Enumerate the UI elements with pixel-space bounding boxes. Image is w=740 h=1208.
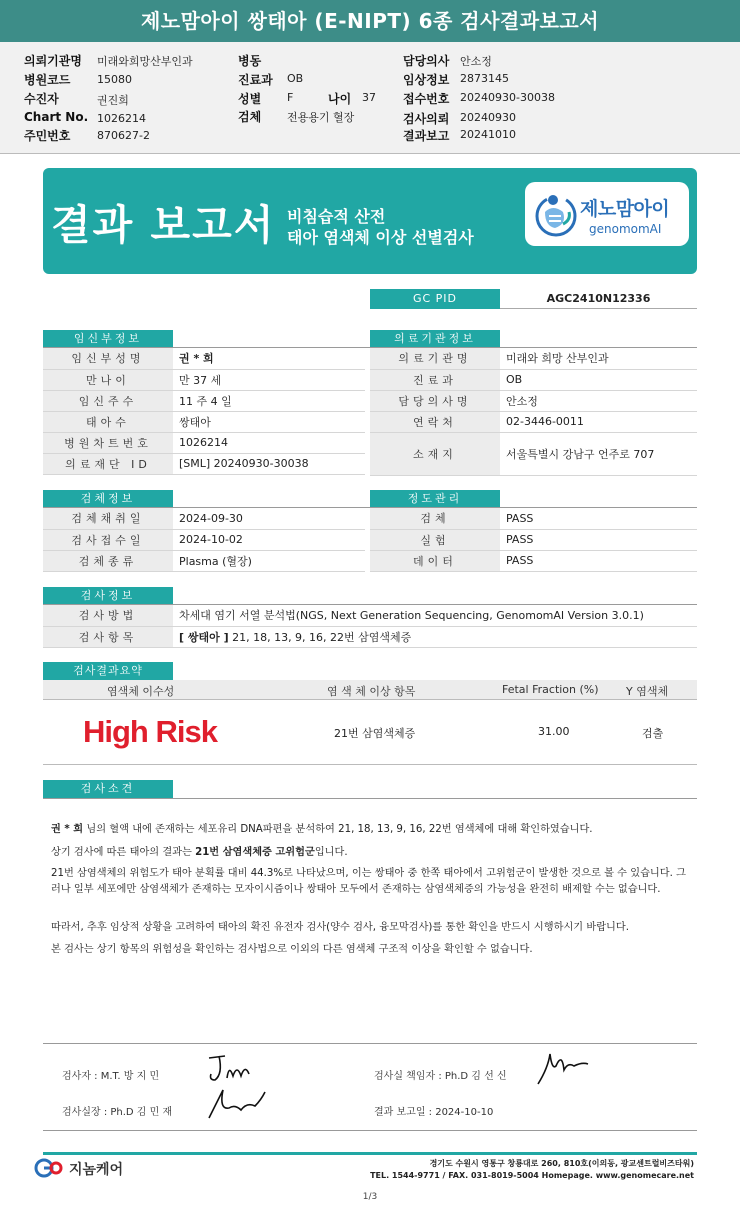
specimen-info-table bbox=[43, 508, 365, 572]
qc-table bbox=[370, 508, 697, 572]
collector-label: 수진자 bbox=[24, 92, 59, 106]
test-info-table bbox=[43, 605, 697, 648]
test-section-header: 검사정보 bbox=[43, 587, 173, 605]
col-fetal-fraction: Fetal Fraction (%) bbox=[502, 683, 599, 696]
collection-date-value: 2024-09-30 bbox=[173, 508, 365, 529]
director-signature-label: 검사실장 : Ph.D 김 민 재 bbox=[62, 1107, 173, 1118]
summary-header-row bbox=[43, 680, 697, 700]
gc-pid-value: AGC2410N12336 bbox=[500, 289, 697, 309]
chart-no-label: Chart No. bbox=[24, 110, 89, 124]
col-y-chromosome: Y 염색체 bbox=[626, 685, 669, 698]
doctor-value: 안소정 bbox=[460, 55, 492, 68]
test-items-prefix: [ 쌍태아 ] bbox=[179, 630, 229, 644]
qc-experiment-label: 실험 bbox=[370, 529, 500, 550]
department-value: OB bbox=[500, 369, 697, 390]
collector-value: 권진희 bbox=[97, 94, 129, 107]
genomomai-logo-icon bbox=[533, 190, 579, 238]
chief-signature-label: 검사실 책임자 : Ph.D 김 선 신 bbox=[374, 1071, 507, 1082]
receipt-date-value: 2024-10-02 bbox=[173, 529, 365, 550]
page-number: 1/3 bbox=[362, 1192, 378, 1202]
hospital-code-value: 15080 bbox=[97, 73, 132, 86]
fetus-count-value: 쌍태아 bbox=[173, 411, 365, 432]
test-method-label: 검사방법 bbox=[43, 605, 173, 626]
contact-label: 연락처 bbox=[370, 411, 500, 432]
risk-result: High Risk bbox=[83, 714, 217, 749]
patient-name-label: 임신부성명 bbox=[43, 348, 173, 369]
col-aneuploidy: 염색체 이수성 bbox=[107, 685, 175, 698]
patient-name-value: 권 * 희 bbox=[173, 348, 365, 369]
qc-data-label: 데이터 bbox=[370, 550, 500, 571]
genomomai-logo bbox=[525, 182, 689, 246]
director-signature-icon bbox=[205, 1080, 267, 1122]
patient-info-table bbox=[43, 348, 365, 475]
hospital-code-label: 병원코드 bbox=[24, 73, 71, 87]
banner-subtitle-2: 태아 염색체 이상 선별검사 bbox=[287, 228, 474, 247]
clinical-info-value: 2873145 bbox=[460, 72, 509, 85]
specimen-label: 검체 bbox=[238, 110, 262, 124]
col-abnormal-item: 염 색 체 이상 항목 bbox=[327, 685, 416, 698]
report-date-value: 20241010 bbox=[460, 128, 516, 141]
contact-value: 02-3446-0011 bbox=[500, 411, 697, 432]
tester-signature-icon bbox=[205, 1050, 255, 1084]
collection-date-label: 검체채취일 bbox=[43, 508, 173, 529]
address-value: 서울특별시 강남구 언주로 707 bbox=[500, 432, 697, 475]
summary-result-row bbox=[43, 701, 697, 765]
chief-signature-icon bbox=[534, 1048, 592, 1088]
patient-section-header: 임신부정보 bbox=[43, 330, 173, 348]
doctor-label: 담당의사 bbox=[403, 54, 450, 68]
chart-no-value: 1026214 bbox=[97, 112, 146, 125]
dept-value: OB bbox=[287, 72, 304, 85]
logo-korean-text: 제노맘아이 bbox=[580, 198, 670, 220]
logo-english-text: genomomAI bbox=[589, 222, 662, 236]
receipt-no-label: 접수번호 bbox=[403, 92, 450, 106]
request-date-label: 검사의뢰 bbox=[403, 112, 450, 126]
test-items-label: 검사항목 bbox=[43, 626, 173, 647]
company-name: 지놈케어 bbox=[69, 1162, 124, 1178]
finding-paragraph-5: 본 검사는 상기 항목의 위험성을 확인하는 검사법으로 이외의 다른 염색체 구조적 이상을 확인할 수 없습니다. bbox=[51, 944, 533, 955]
gc-pid-label: GC PID bbox=[370, 289, 500, 309]
doctor-name-label: 담당의사명 bbox=[370, 390, 500, 411]
doctor-name-value: 안소정 bbox=[500, 390, 697, 411]
institution-name-label: 의료기관명 bbox=[370, 348, 500, 369]
qc-data-value: PASS bbox=[500, 550, 697, 571]
request-date-value: 20240930 bbox=[460, 111, 516, 124]
resident-no-value: 870627-2 bbox=[97, 129, 150, 142]
receipt-no-value: 20240930-30038 bbox=[460, 91, 555, 104]
finding-paragraph-3: 21번 삼염색체의 위험도가 태아 분획률 대비 44.3%로 나타났으며, 이는 쌍태아 중 한쪽 태아에서 고위험군이 발생한 것으로 볼 수 있습니다. 그러나 일부 세포에만 삼염색체가 존재하는 모자이시즘이나 쌍태아 모두에서 존재하는 삼염색체증의 가능성을 완전히 배제할 수는 없습니다. bbox=[51, 868, 686, 895]
sex-value: F bbox=[287, 91, 294, 104]
test-items-value: 21, 18, 13, 9, 16, 22번 삼염색체증 bbox=[228, 630, 412, 644]
test-method-value: 차세대 염기 서열 분석법(NGS, Next Generation Sequencing, GenomomAI Version 3.0.1) bbox=[173, 605, 697, 626]
finding-patient-name: 권 * 희 bbox=[51, 824, 84, 835]
chart-number-label: 병원차트번호 bbox=[43, 432, 173, 453]
report-window-title: 제노맘아이 쌍태아 (E-NIPT) 6종 검사결과보고서 bbox=[0, 0, 740, 42]
address-label: 소재지 bbox=[370, 432, 500, 475]
emr-info-panel bbox=[0, 42, 740, 154]
finding-paragraph-1: 권 * 희 님의 혈액 내에 존재하는 세포유리 DNA파편을 분석하여 21, 18, 13, 9, 16, 22번 염색체에 대해 확인하였습니다. bbox=[51, 824, 593, 835]
institution-section-header: 의료기관정보 bbox=[370, 330, 500, 348]
report-date-signature-label: 결과 보고일 : 2024-10-10 bbox=[374, 1107, 494, 1118]
gestational-age-label: 임신주수 bbox=[43, 390, 173, 411]
report-banner bbox=[43, 168, 697, 274]
qc-section-header: 정도관리 bbox=[370, 490, 500, 508]
y-chromosome-value: 검출 bbox=[642, 727, 664, 740]
qc-experiment-value: PASS bbox=[500, 529, 697, 550]
company-address: 경기도 수원시 영통구 창룡대로 260, 810호(이의동, 광교센트럴비즈타워) TEL. 1544-9771 / FAX. 031-8019-5004 Homepage. www.genomecare.net bbox=[370, 1159, 694, 1180]
specimen-section-header: 검체정보 bbox=[43, 490, 173, 508]
gestational-age-value: 11 주 4 일 bbox=[173, 390, 365, 411]
banner-subtitle-1: 비침습적 산전 bbox=[287, 207, 386, 226]
institution-label: 의뢰기관명 bbox=[24, 54, 82, 68]
fetal-fraction-value: 31.00 bbox=[538, 725, 570, 738]
patient-age-value: 만 37 세 bbox=[173, 369, 365, 390]
clinical-info-label: 임상정보 bbox=[403, 73, 450, 87]
banner-title: 결과 보고서 bbox=[51, 201, 276, 249]
sex-label: 성별 bbox=[238, 92, 262, 106]
signature-divider-bottom bbox=[43, 1130, 697, 1131]
qc-specimen-value: PASS bbox=[500, 508, 697, 529]
specimen-type-label: 검체종류 bbox=[43, 550, 173, 571]
foundation-id-label: 의료재단 ID bbox=[43, 453, 173, 474]
dept-label: 진료과 bbox=[238, 73, 273, 87]
summary-section-header: 검사결과요약 bbox=[43, 662, 173, 680]
tester-signature-label: 검사자 : M.T. 방 지 민 bbox=[62, 1071, 160, 1082]
signature-divider-top bbox=[43, 1043, 697, 1044]
finding-paragraph-4: 따라서, 추후 임상적 상황을 고려하여 태아의 확진 유전자 검사(양수 검사, 융모막검사)를 통한 확인을 반드시 시행하시기 바랍니다. bbox=[51, 922, 629, 933]
institution-info-table bbox=[370, 348, 697, 476]
specimen-value: 전용용기 혈장 bbox=[287, 111, 355, 124]
age-label: 나이 bbox=[328, 92, 352, 106]
patient-age-label: 만나이 bbox=[43, 369, 173, 390]
finding-result-bold: 21번 삼염색체증 고위험군 bbox=[195, 847, 315, 858]
findings-section-header: 검사소견 bbox=[43, 780, 173, 798]
finding-paragraph-2: 상기 검사에 따른 태아의 결과는 21번 삼염색체증 고위험군입니다. bbox=[51, 847, 348, 858]
institution-value: 미래와희망산부인과 bbox=[97, 55, 193, 68]
fetus-count-label: 태아수 bbox=[43, 411, 173, 432]
ward-label: 병동 bbox=[238, 54, 262, 68]
specimen-type-value: Plasma (혈장) bbox=[173, 550, 365, 571]
age-value: 37 bbox=[362, 91, 376, 104]
genomecare-logo-icon bbox=[33, 1157, 67, 1179]
department-label: 진료과 bbox=[370, 369, 500, 390]
footer-accent-bar bbox=[43, 1152, 697, 1155]
qc-specimen-label: 검체 bbox=[370, 508, 500, 529]
institution-name-value: 미래와 희망 산부인과 bbox=[500, 348, 697, 369]
report-date-label: 결과보고 bbox=[403, 129, 450, 143]
chart-number-value: 1026214 bbox=[173, 432, 365, 453]
receipt-date-label: 검사접수일 bbox=[43, 529, 173, 550]
foundation-id-value: [SML] 20240930-30038 bbox=[173, 453, 365, 474]
abnormal-item-value: 21번 삼염색체증 bbox=[334, 727, 416, 740]
resident-no-label: 주민번호 bbox=[24, 129, 71, 143]
